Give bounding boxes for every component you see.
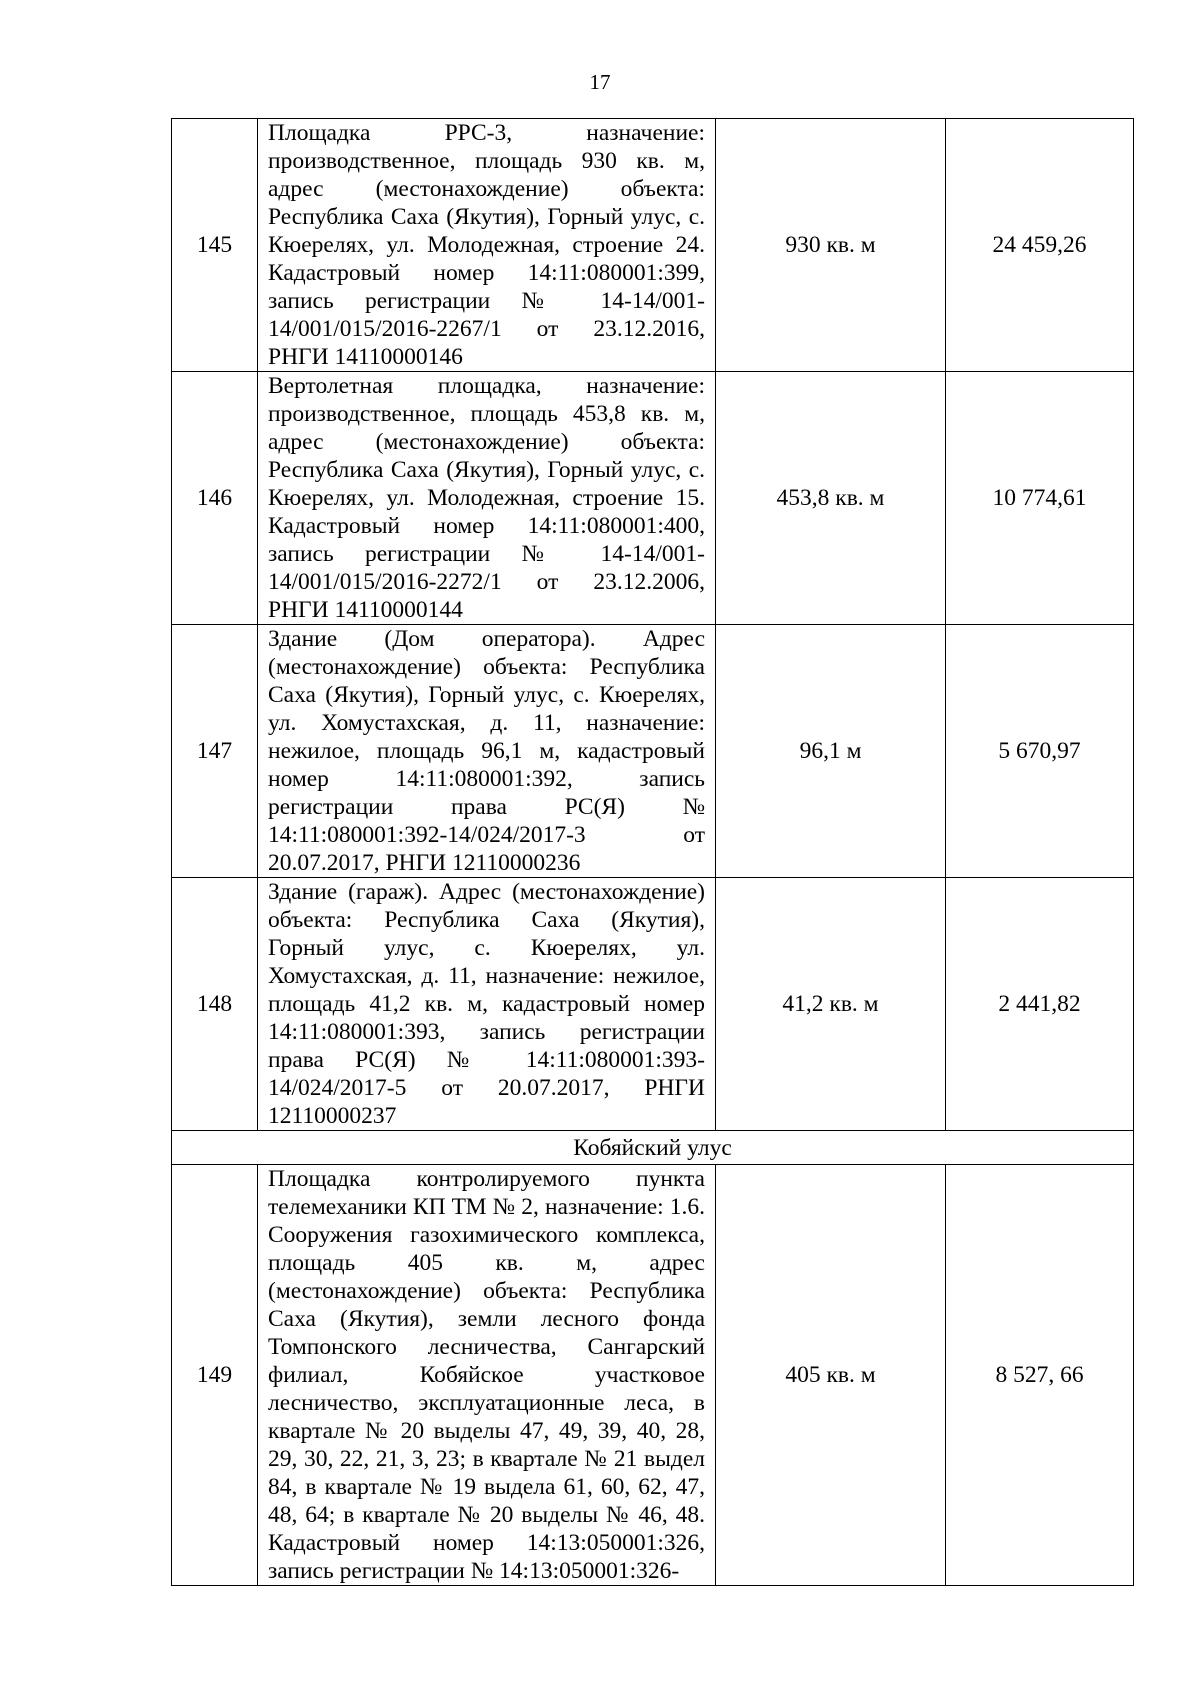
property-table: [171, 118, 1134, 1586]
description-text: Здание (Дом оператора). Адрес (местонахождение) объекта: Республика Саха (Якутия), Горный улус, с. Кюерелях, ул. Хомустахская, д. 11, назначение: нежилое, площадь 96,1 м, кадастровый номер 14:11:080001:392, запись регистрации права РС(Я) № 14:11:080001:392-14/024/2017-3 от 20.07.2017, РНГИ 12110000236: [268, 626, 705, 876]
object-description: [258, 1165, 716, 1586]
row-number: 147: [172, 625, 258, 878]
object-area: 41,2 кв. м: [716, 878, 946, 1131]
object-value: 5 670,97: [946, 625, 1134, 878]
section-row: [172, 1131, 1134, 1165]
object-description: [258, 119, 716, 372]
object-description: [258, 372, 716, 625]
description-text: Здание (гараж). Адрес (местонахождение) объекта: Республика Саха (Якутия), Горный улус, с. Кюерелях, ул. Хомустахская, д. 11, назначение: нежилое, площадь 41,2 кв. м, кадастровый номер 14:11:080001:393, запись регистрации права РС(Я) № 14:11:080001:393-14/024/2017-5 от 20.07.2017, РНГИ 12110000237: [268, 879, 705, 1129]
object-description: [258, 625, 716, 878]
description-text: Вертолетная площадка, назначение: производственное, площадь 453,8 кв. м, адрес (местонахождение) объекта: Республика Саха (Якутия), Горный улус, с. Кюерелях, ул. Молодежная, строение 15. Кадастровый номер 14:11:080001:400, запись регистрации № 14-14/001-14/001/015/2016-2272/1 от 23.12.2006, РНГИ 14110000144: [268, 373, 705, 623]
description-text: Площадка РРС-3, назначение: производственное, площадь 930 кв. м, адрес (местонахождение) объекта: Республика Саха (Якутия), Горный улус, с. Кюерелях, ул. Молодежная, строение 24. Кадастровый номер 14:11:080001:399, запись регистрации № 14-14/001-14/001/015/2016-2267/1 от 23.12.2016, РНГИ 14110000146: [268, 120, 705, 370]
table-row: [172, 1165, 1134, 1586]
description-text: Площадка контролируемого пункта телемеханики КП ТМ № 2, назначение: 1.6. Сооружения газохимического комплекса, площадь 405 кв. м, адрес (местонахождение) объекта: Республика Саха (Якутия), земли лесного фонда Томпонского лесничества, Сангарский филиал, Кобяйское участковое лесничество, эксплуатационные леса, в квартале № 20 выделы 47, 49, 39, 40, 28, 29, 30, 22, 21, 3, 23; в квартале № 21 выдел 84, в квартале № 19 выдела 61, 60, 62, 47, 48, 64; в квартале № 20 выделы № 46, 48. Кадастровый номер 14:13:050001:326, запись регистрации № 14:13:050001:326-: [268, 1166, 705, 1584]
object-area: 96,1 м: [716, 625, 946, 878]
object-area: 453,8 кв. м: [716, 372, 946, 625]
object-value: 8 527, 66: [946, 1165, 1134, 1586]
section-title: Кобяйский улус: [172, 1131, 1134, 1165]
object-value: 10 774,61: [946, 372, 1134, 625]
row-number: 148: [172, 878, 258, 1131]
row-number: 145: [172, 119, 258, 372]
table-row: [172, 119, 1134, 372]
table-row: [172, 625, 1134, 878]
table-row: [172, 878, 1134, 1131]
page-number: 17: [589, 70, 611, 94]
row-number: 149: [172, 1165, 258, 1586]
object-area: 930 кв. м: [716, 119, 946, 372]
row-number: 146: [172, 372, 258, 625]
object-description: [258, 878, 716, 1131]
object-value: 2 441,82: [946, 878, 1134, 1131]
object-value: 24 459,26: [946, 119, 1134, 372]
object-area: 405 кв. м: [716, 1165, 946, 1586]
table-row: [172, 372, 1134, 625]
